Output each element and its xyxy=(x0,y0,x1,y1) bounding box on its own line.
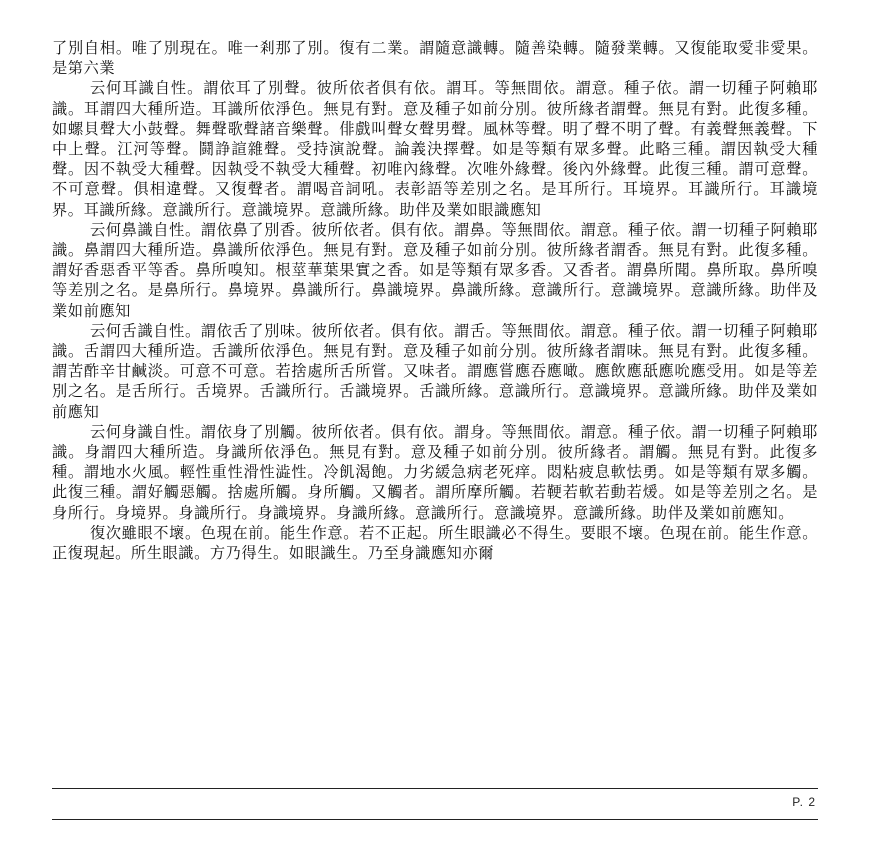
page-footer xyxy=(52,788,818,820)
paragraph-5: 云何身識自性。謂依身了別觸。彼所依者。俱有依。謂身。等無間依。謂意。種子依。謂一切種子阿賴耶識。身謂四大種所造。身識所依淨色。無見有對。意及種子如前分別。彼所緣者。謂觸。無見有對。此復多種。謂地水火風。輕性重性滑性澁性。冷飢渴飽。力劣緩急病老死痒。悶粘疲息軟怯勇。如是等類有眾多觸。此復三種。謂好觸惡觸。捨處所觸。身所觸。又觸者。謂所摩所觸。若鞕若軟若動若煖。如是等差別之名。是身所行。身境界。身識所行。身識境界。身識所緣。意識所行。意識境界。意識所緣。助伴及業如前應知。 xyxy=(52,422,818,522)
paragraph-1: 了別自相。唯了別現在。唯一剎那了別。復有二業。謂隨意識轉。隨善染轉。隨發業轉。又復能取愛非愛果。是第六業 xyxy=(52,39,818,78)
paragraph-6: 復次雖眼不壞。色現在前。能生作意。若不正起。所生眼識必不得生。要眼不壞。色現在前。能生作意。正復現起。所生眼識。方乃得生。如眼識生。乃至身識應知亦爾 xyxy=(52,523,818,563)
document-body xyxy=(52,38,818,563)
paragraph-4: 云何舌識自性。謂依舌了別味。彼所依者。俱有依。謂舌。等無間依。謂意。種子依。謂一切種子阿賴耶識。舌謂四大種所造。舌識所依淨色。無見有對。意及種子如前分別。彼所緣者謂味。無見有對。此復多種。謂苦酢辛甘鹹淡。可意不可意。若捨處所舌所嘗。又味者。謂應嘗應吞應噉。應飲應舐應吮應受用。如是等差別之名。是舌所行。舌境界。舌識所行。舌識境界。舌識所緣。意識所行。意識境界。意識所緣。助伴及業如前應知 xyxy=(52,321,818,421)
paragraph-3: 云何鼻識自性。謂依鼻了別香。彼所依者。俱有依。謂鼻。等無間依。謂意。種子依。謂一切種子阿賴耶識。鼻謂四大種所造。鼻識所依淨色。無見有對。意及種子如前分別。彼所緣者謂香。無見有對。此復多種。謂好香惡香平等香。鼻所嗅知。根莖華葉果實之香。如是等類有眾多香。又香者。謂鼻所聞。鼻所取。鼻所嗅等差別之名。是鼻所行。鼻境界。鼻識所行。鼻識境界。鼻識所緣。意識所行。意識境界。意識所緣。助伴及業如前應知 xyxy=(52,220,818,320)
paragraph-2: 云何耳識自性。謂依耳了別聲。彼所依者俱有依。謂耳。等無間依。謂意。種子依。謂一切種子阿賴耶識。耳謂四大種所造。耳識所依淨色。無見有對。意及種子如前分別。彼所緣者謂聲。無見有對。此復多種。如螺貝聲大小鼓聲。舞聲歌聲諸音樂聲。俳戲叫聲女聲男聲。風林等聲。明了聲不明了聲。有義聲無義聲。下中上聲。江河等聲。鬪諍諠雜聲。受持演說聲。論義決擇聲。如是等類有眾多聲。此略三種。謂因執受大種聲。因不執受大種聲。因執受不執受大種聲。初唯內緣聲。次唯外緣聲。後內外緣聲。此復三種。謂可意聲。不可意聲。俱相違聲。又復聲者。謂喝音詞吼。表彰語等差別之名。是耳所行。耳境界。耳識所行。耳識境界。耳識所緣。意識所行。意識境界。意識所緣。助伴及業如眼識應知 xyxy=(52,79,818,219)
page-number: P. 2 xyxy=(792,795,816,809)
